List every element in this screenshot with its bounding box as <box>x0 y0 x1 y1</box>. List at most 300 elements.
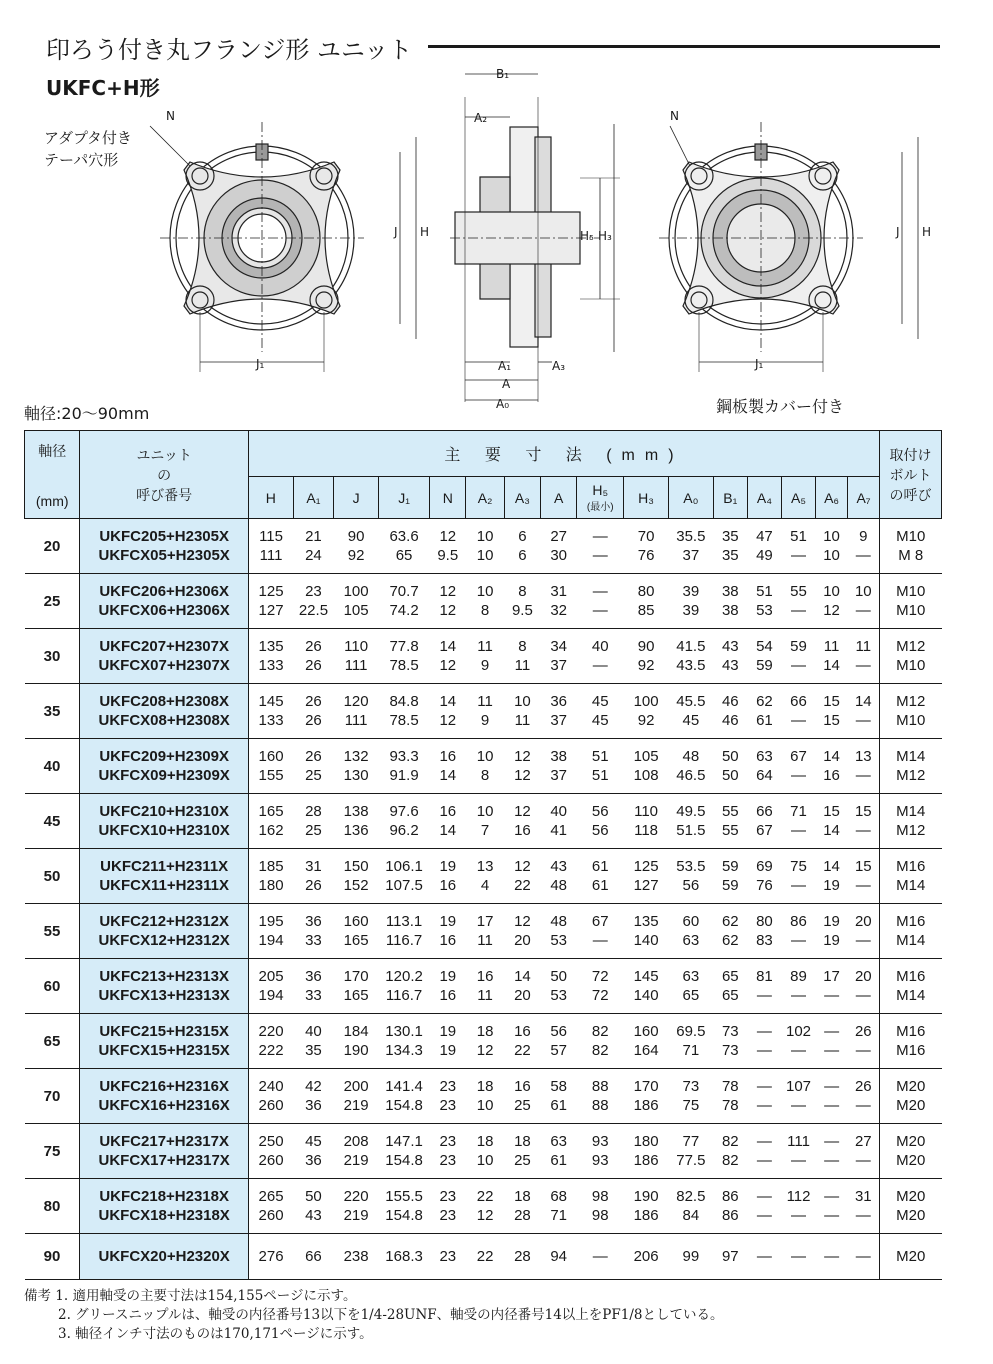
dim-cell: 93.3 91.9 <box>378 739 429 794</box>
bolt-cell: M16 M14 <box>880 959 942 1014</box>
dim-cell: 62 61 <box>747 684 781 739</box>
table-row <box>25 904 942 959</box>
dim-cell: 205 194 <box>248 959 293 1014</box>
page-title: 印ろう付き丸フランジ形 ユニット <box>46 36 413 64</box>
dim-cell: 81 — <box>747 959 781 1014</box>
dim-cell: 69.5 71 <box>668 1014 713 1069</box>
dim-cell: 125 127 <box>248 574 293 629</box>
dim-cell: 208 219 <box>334 1124 379 1179</box>
dim-cell: 12 16 <box>504 794 540 849</box>
dim-cell: 99 <box>668 1234 713 1280</box>
dim-cell: 9 — <box>848 519 880 574</box>
dim-cell: 26 — <box>848 1014 880 1069</box>
dim-cell: 63 61 <box>541 1124 577 1179</box>
dim-cell: 160 165 <box>334 904 379 959</box>
col-header: A₄ <box>747 477 781 519</box>
bore-cell: 50 <box>25 849 80 904</box>
dim-cell: 63 64 <box>747 739 781 794</box>
dim-cell: 56 57 <box>541 1014 577 1069</box>
dim-cell: 38 38 <box>713 574 747 629</box>
bore-cell: 75 <box>25 1124 80 1179</box>
dim-cell: 132 130 <box>334 739 379 794</box>
dim-cell: 70 76 <box>624 519 669 574</box>
dim-cell: 220 222 <box>248 1014 293 1069</box>
col-header: J <box>334 477 379 519</box>
label-j-left: J <box>394 225 398 239</box>
col-header: H <box>248 477 293 519</box>
dim-cell: 45.5 45 <box>668 684 713 739</box>
dim-cell: 59 59 <box>713 849 747 904</box>
dim-cell: 14 19 <box>816 849 848 904</box>
bore-cell: 40 <box>25 739 80 794</box>
dim-cell: 40 — <box>577 629 624 684</box>
dim-cell: 90 92 <box>334 519 379 574</box>
unit-cell: UKFC205+H2305X UKFCX05+H2305X <box>80 519 248 574</box>
dim-cell: — — <box>816 1179 848 1234</box>
dim-cell: 31 26 <box>293 849 334 904</box>
header-main: 主 要 寸 法 (mm) <box>248 431 879 477</box>
dim-cell: 26 26 <box>293 629 334 684</box>
dim-cell: 89 — <box>781 959 815 1014</box>
dim-cell: 40 35 <box>293 1014 334 1069</box>
table-row <box>25 684 942 739</box>
bore-cell: 65 <box>25 1014 80 1069</box>
bore-cell: 20 <box>25 519 80 574</box>
dim-cell: 55 — <box>781 574 815 629</box>
dim-cell: 12 20 <box>504 904 540 959</box>
dim-cell: 63 65 <box>668 959 713 1014</box>
dim-cell: 66 67 <box>747 794 781 849</box>
col-header: H₅ (最小) <box>577 477 624 519</box>
dim-cell: 26 26 <box>293 684 334 739</box>
dim-cell: 20 — <box>848 904 880 959</box>
dim-cell: 10 8 <box>466 574 504 629</box>
dim-cell: 77.8 78.5 <box>378 629 429 684</box>
dim-cell: 18 12 <box>466 1014 504 1069</box>
bore-cell: 70 <box>25 1069 80 1124</box>
dim-cell: 51 51 <box>577 739 624 794</box>
dim-cell: 13 4 <box>466 849 504 904</box>
dim-cell: 98 98 <box>577 1179 624 1234</box>
bore-cell: 60 <box>25 959 80 1014</box>
dim-cell: 138 136 <box>334 794 379 849</box>
col-header: A₅ <box>781 477 815 519</box>
dim-cell: 39 39 <box>668 574 713 629</box>
col-header: A₁ <box>293 477 334 519</box>
dim-cell: 14 12 <box>430 684 466 739</box>
dim-cell: 23 23 <box>430 1179 466 1234</box>
label-n-left: N <box>166 109 175 123</box>
front-view-cover <box>659 122 918 372</box>
dim-cell: — <box>816 1234 848 1280</box>
dim-cell: 21 24 <box>293 519 334 574</box>
bore-cell: 55 <box>25 904 80 959</box>
dim-cell: 15 15 <box>816 684 848 739</box>
dim-cell: 73 75 <box>668 1069 713 1124</box>
dim-cell: 141.4 154.8 <box>378 1069 429 1124</box>
unit-cell: UKFC217+H2317X UKFCX17+H2317X <box>80 1124 248 1179</box>
dim-cell: 50 43 <box>293 1179 334 1234</box>
dim-cell: 106.1 107.5 <box>378 849 429 904</box>
dim-cell: 110 118 <box>624 794 669 849</box>
dim-cell: 190 186 <box>624 1179 669 1234</box>
dim-cell: 97 <box>713 1234 747 1280</box>
dim-cell: 130.1 134.3 <box>378 1014 429 1069</box>
col-header: N <box>430 477 466 519</box>
bolt-cell: M12 M10 <box>880 629 942 684</box>
dim-cell: 200 219 <box>334 1069 379 1124</box>
dim-cell: — <box>781 1234 815 1280</box>
dim-cell: 16 22 <box>504 1014 540 1069</box>
dim-cell: 135 133 <box>248 629 293 684</box>
unit-cell: UKFC210+H2310X UKFCX10+H2310X <box>80 794 248 849</box>
bolt-cell: M14 M12 <box>880 794 942 849</box>
dim-cell: 45 36 <box>293 1124 334 1179</box>
dim-cell: — — <box>747 1179 781 1234</box>
bolt-cell: M20 M20 <box>880 1124 942 1179</box>
dim-cell: 206 <box>624 1234 669 1280</box>
dim-cell: 185 180 <box>248 849 293 904</box>
label-j-right: J <box>896 225 900 239</box>
dim-cell: 165 162 <box>248 794 293 849</box>
unit-cell: UKFC208+H2308X UKFCX08+H2308X <box>80 684 248 739</box>
dim-cell: 160 155 <box>248 739 293 794</box>
dim-cell: 65 65 <box>713 959 747 1014</box>
dim-cell: 50 53 <box>541 959 577 1014</box>
dim-cell: 23 23 <box>430 1124 466 1179</box>
dim-cell: 86 — <box>781 904 815 959</box>
table-row <box>25 1234 942 1280</box>
unit-cell: UKFC207+H2307X UKFCX07+H2307X <box>80 629 248 684</box>
dim-cell: 63.6 65 <box>378 519 429 574</box>
header-unit: ユニット の 呼び番号 <box>80 431 248 519</box>
label-j1-right: J₁ <box>755 357 764 371</box>
dim-cell: 94 <box>541 1234 577 1280</box>
dim-cell: 46 46 <box>713 684 747 739</box>
dim-cell: — — <box>577 574 624 629</box>
dim-cell: 17 11 <box>466 904 504 959</box>
unit-cell: UKFC216+H2316X UKFCX16+H2316X <box>80 1069 248 1124</box>
dim-cell: 36 33 <box>293 904 334 959</box>
dim-cell: 90 92 <box>624 629 669 684</box>
dim-cell: 155.5 154.8 <box>378 1179 429 1234</box>
dim-cell: 66 <box>293 1234 334 1280</box>
dim-cell: 50 50 <box>713 739 747 794</box>
dim-cell: 49.5 51.5 <box>668 794 713 849</box>
dim-cell: 82.5 84 <box>668 1179 713 1234</box>
dim-cell: 10 8 <box>466 739 504 794</box>
dimension-table <box>24 430 942 1280</box>
dim-cell: 14 12 <box>430 629 466 684</box>
dim-cell: 35 35 <box>713 519 747 574</box>
dim-cell: 60 63 <box>668 904 713 959</box>
dim-cell: 100 105 <box>334 574 379 629</box>
table-row <box>25 794 942 849</box>
dim-cell: 97.6 96.2 <box>378 794 429 849</box>
dim-cell: 220 219 <box>334 1179 379 1234</box>
label-h5: H₅ <box>580 229 594 243</box>
dim-cell: 12 12 <box>430 574 466 629</box>
dim-cell: 18 28 <box>504 1179 540 1234</box>
table-row <box>25 1014 942 1069</box>
dim-cell: 8 11 <box>504 629 540 684</box>
dim-cell: 125 127 <box>624 849 669 904</box>
dim-cell: 77 77.5 <box>668 1124 713 1179</box>
table-row <box>25 629 942 684</box>
dim-cell: 75 — <box>781 849 815 904</box>
dim-cell: 16 25 <box>504 1069 540 1124</box>
label-a: A <box>502 377 511 391</box>
dim-cell: 31 — <box>848 1179 880 1234</box>
left-caption-1: アダプタ付き <box>44 129 132 147</box>
label-a3: A₃ <box>552 359 566 373</box>
note-1: 備考 1. 適用軸受の主要寸法は154,155ページに示す。 <box>24 1288 357 1304</box>
unit-cell: UKFCX20+H2320X <box>80 1234 248 1280</box>
bolt-cell: M14 M12 <box>880 739 942 794</box>
unit-cell: UKFC209+H2309X UKFCX09+H2309X <box>80 739 248 794</box>
dim-cell: 11 9 <box>466 629 504 684</box>
dim-cell: 26 25 <box>293 739 334 794</box>
model-name: UKFC+H形 <box>46 76 160 100</box>
dim-cell: 12 22 <box>504 849 540 904</box>
dim-cell: 145 133 <box>248 684 293 739</box>
table-row <box>25 849 942 904</box>
dim-cell: 22 12 <box>466 1179 504 1234</box>
dim-cell: 62 62 <box>713 904 747 959</box>
dim-cell: 36 37 <box>541 684 577 739</box>
notes <box>24 1287 723 1344</box>
dim-cell: 66 — <box>781 684 815 739</box>
header-bolt: 取付け ボルト の呼び <box>880 431 942 519</box>
dim-cell: 93 93 <box>577 1124 624 1179</box>
bolt-cell: M20 M20 <box>880 1179 942 1234</box>
dim-cell: — — <box>816 1014 848 1069</box>
table-row <box>25 519 942 574</box>
dim-cell: 111 — <box>781 1124 815 1179</box>
dim-cell: 11 14 <box>816 629 848 684</box>
dim-cell: 12 9.5 <box>430 519 466 574</box>
dim-cell: 28 25 <box>293 794 334 849</box>
dim-cell: — — <box>747 1014 781 1069</box>
dim-cell: 47 49 <box>747 519 781 574</box>
label-h3: H₃ <box>598 229 612 243</box>
dim-cell: 19 19 <box>816 904 848 959</box>
dim-cell: — — <box>577 519 624 574</box>
dim-cell: 250 260 <box>248 1124 293 1179</box>
dim-cell: 51 — <box>781 519 815 574</box>
dim-cell: 48 53 <box>541 904 577 959</box>
dim-cell: 67 — <box>577 904 624 959</box>
dim-cell: 105 108 <box>624 739 669 794</box>
dim-cell: 27 — <box>848 1124 880 1179</box>
dim-cell: 120 111 <box>334 684 379 739</box>
dim-cell: 31 32 <box>541 574 577 629</box>
dim-cell: 10 12 <box>816 574 848 629</box>
dim-cell: 13 — <box>848 739 880 794</box>
label-b1: B₁ <box>496 67 510 81</box>
dim-cell: — — <box>747 1069 781 1124</box>
header-bore: 軸径 (mm) <box>25 431 80 519</box>
shaft-range: 軸径:20～90mm <box>24 404 150 423</box>
dim-cell: 58 61 <box>541 1069 577 1124</box>
left-caption-2: テーパ穴形 <box>44 151 119 169</box>
dim-cell: 26 — <box>848 1069 880 1124</box>
dim-cell: 107 — <box>781 1069 815 1124</box>
dim-cell: 11 9 <box>466 684 504 739</box>
label-a1: A₁ <box>498 359 512 373</box>
dim-cell: 72 72 <box>577 959 624 1014</box>
dim-cell: 59 — <box>781 629 815 684</box>
table-row <box>25 574 942 629</box>
bolt-cell: M10 M10 <box>880 574 942 629</box>
table-row <box>25 739 942 794</box>
bolt-cell: M16 M16 <box>880 1014 942 1069</box>
dim-cell: 14 20 <box>504 959 540 1014</box>
dim-cell: 16 11 <box>466 959 504 1014</box>
dim-cell: 34 37 <box>541 629 577 684</box>
dim-cell: 6 6 <box>504 519 540 574</box>
bolt-cell: M12 M10 <box>880 684 942 739</box>
dim-cell: — <box>747 1234 781 1280</box>
dim-cell: 19 16 <box>430 904 466 959</box>
dim-cell: 195 194 <box>248 904 293 959</box>
dim-cell: 20 — <box>848 959 880 1014</box>
dim-cell: 88 88 <box>577 1069 624 1124</box>
dim-cell: 170 165 <box>334 959 379 1014</box>
dim-cell: 18 10 <box>466 1124 504 1179</box>
col-header: B₁ <box>713 477 747 519</box>
col-header: H₃ <box>624 477 669 519</box>
bolt-cell: M20 M20 <box>880 1069 942 1124</box>
note-3: 3. 軸径インチ寸法のものは170,171ページに示す。 <box>58 1326 373 1342</box>
dim-cell: 15 — <box>848 794 880 849</box>
dim-cell: 82 82 <box>713 1124 747 1179</box>
title-rule <box>428 45 940 48</box>
dim-cell: 135 140 <box>624 904 669 959</box>
dim-cell: 15 — <box>848 849 880 904</box>
dim-cell: 56 56 <box>577 794 624 849</box>
dim-cell: — — <box>816 1069 848 1124</box>
dim-cell: 110 111 <box>334 629 379 684</box>
dim-cell: 170 186 <box>624 1069 669 1124</box>
label-h-left: H <box>420 225 430 239</box>
label-j1-left: J₁ <box>256 357 265 371</box>
front-view-adapter <box>150 122 416 372</box>
bolt-cell: M10 M 8 <box>880 519 942 574</box>
dim-cell: — <box>577 1234 624 1280</box>
dim-cell: 16 14 <box>430 794 466 849</box>
dim-cell: 19 16 <box>430 849 466 904</box>
dim-cell: 36 33 <box>293 959 334 1014</box>
dim-cell: 11 — <box>848 629 880 684</box>
dim-cell: 17 — <box>816 959 848 1014</box>
dim-cell: 18 10 <box>466 1069 504 1124</box>
col-header: A₇ <box>848 477 880 519</box>
table-row <box>25 1179 942 1234</box>
dim-cell: 23 <box>430 1234 466 1280</box>
dim-cell: 84.8 78.5 <box>378 684 429 739</box>
dim-cell: 41.5 43.5 <box>668 629 713 684</box>
bore-cell: 35 <box>25 684 80 739</box>
dim-cell: 71 — <box>781 794 815 849</box>
label-a2: A₂ <box>474 111 488 125</box>
unit-cell: UKFC211+H2311X UKFCX11+H2311X <box>80 849 248 904</box>
dim-cell: — — <box>816 1124 848 1179</box>
unit-cell: UKFC206+H2306X UKFCX06+H2306X <box>80 574 248 629</box>
dim-cell: 43 48 <box>541 849 577 904</box>
unit-cell: UKFC212+H2312X UKFCX12+H2312X <box>80 904 248 959</box>
dim-cell: 145 140 <box>624 959 669 1014</box>
dim-cell: 23 23 <box>430 1069 466 1124</box>
dim-cell: 10 7 <box>466 794 504 849</box>
label-n-right: N <box>670 109 679 123</box>
bore-cell: 90 <box>25 1234 80 1280</box>
dim-cell: 160 164 <box>624 1014 669 1069</box>
bore-cell: 25 <box>25 574 80 629</box>
dim-cell: 115 111 <box>248 519 293 574</box>
table-row <box>25 1069 942 1124</box>
dim-cell: — <box>848 1234 880 1280</box>
dim-cell: 102 — <box>781 1014 815 1069</box>
dim-cell: 53.5 56 <box>668 849 713 904</box>
dim-cell: 238 <box>334 1234 379 1280</box>
dim-cell: 78 78 <box>713 1069 747 1124</box>
dim-cell: 10 — <box>848 574 880 629</box>
dim-cell: 18 25 <box>504 1124 540 1179</box>
col-header: J₁ <box>378 477 429 519</box>
unit-cell: UKFC215+H2315X UKFCX15+H2315X <box>80 1014 248 1069</box>
dim-cell: 120.2 116.7 <box>378 959 429 1014</box>
dim-cell: 19 16 <box>430 959 466 1014</box>
dim-cell: 40 41 <box>541 794 577 849</box>
dim-cell: 14 — <box>848 684 880 739</box>
table-row <box>25 959 942 1014</box>
unit-cell: UKFC218+H2318X UKFCX18+H2318X <box>80 1179 248 1234</box>
col-header: A₆ <box>816 477 848 519</box>
col-header: A₂ <box>466 477 504 519</box>
label-h-right: H <box>922 225 932 239</box>
dim-cell: 27 30 <box>541 519 577 574</box>
label-a0: A₀ <box>496 397 510 411</box>
dim-cell: 51 53 <box>747 574 781 629</box>
dim-cell: 240 260 <box>248 1069 293 1124</box>
dim-cell: 80 83 <box>747 904 781 959</box>
dim-cell: 38 37 <box>541 739 577 794</box>
dim-cell: 28 <box>504 1234 540 1280</box>
dim-cell: 112 — <box>781 1179 815 1234</box>
dim-cell: 80 85 <box>624 574 669 629</box>
cover-note: 鋼板製カバー付き <box>716 397 845 416</box>
dim-cell: 19 19 <box>430 1014 466 1069</box>
dim-cell: 10 10 <box>466 519 504 574</box>
col-header: A₃ <box>504 477 540 519</box>
dim-cell: 168.3 <box>378 1234 429 1280</box>
dim-cell: 10 11 <box>504 684 540 739</box>
dim-cell: 55 55 <box>713 794 747 849</box>
dim-cell: 67 — <box>781 739 815 794</box>
dim-cell: 15 14 <box>816 794 848 849</box>
dim-cell: 43 43 <box>713 629 747 684</box>
dim-cell: 68 71 <box>541 1179 577 1234</box>
dim-cell: 113.1 116.7 <box>378 904 429 959</box>
dim-cell: 16 14 <box>430 739 466 794</box>
dim-cell: 8 9.5 <box>504 574 540 629</box>
col-header: A <box>541 477 577 519</box>
bore-cell: 30 <box>25 629 80 684</box>
dim-cell: 100 92 <box>624 684 669 739</box>
dim-cell: 61 61 <box>577 849 624 904</box>
bolt-cell: M20 <box>880 1234 942 1280</box>
